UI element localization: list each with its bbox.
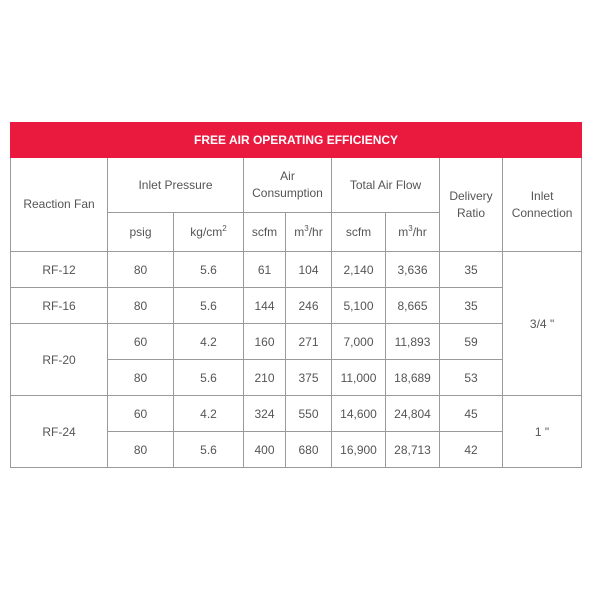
- flow-m3hr-cell: 11,893: [386, 324, 440, 360]
- fan-cell: RF-12: [11, 252, 108, 288]
- fan-cell: RF-16: [11, 288, 108, 324]
- fan-cell: RF-24: [11, 396, 108, 468]
- air-m3hr-cell: 680: [286, 432, 332, 468]
- subheader-air-m3hr-rest: /hr: [308, 225, 323, 239]
- subheader-psig: psig: [108, 213, 174, 252]
- header-reaction-fan: Reaction Fan: [11, 158, 108, 252]
- header-delivery-ratio-line2: Ratio: [456, 205, 485, 220]
- air-m3hr-cell: 550: [286, 396, 332, 432]
- subheader-kgcm2-base: kg/cm: [190, 225, 223, 239]
- flow-scfm-cell: 2,140: [332, 252, 386, 288]
- kgcm-cell: 5.6: [174, 432, 244, 468]
- subheader-air-m3hr-sup: 3: [304, 224, 309, 233]
- ratio-cell: 45: [440, 396, 503, 432]
- flow-m3hr-cell: 3,636: [386, 252, 440, 288]
- subheader-flow-m3hr-m: m: [398, 225, 409, 239]
- header-delivery-ratio: [440, 158, 503, 252]
- air-m3hr-cell: 246: [286, 288, 332, 324]
- air-scfm-cell: 61: [244, 252, 286, 288]
- psig-cell: 60: [108, 396, 174, 432]
- table-row: [11, 252, 582, 288]
- flow-m3hr-cell: 18,689: [386, 360, 440, 396]
- flow-scfm-cell: 7,000: [332, 324, 386, 360]
- flow-scfm-cell: 11,000: [332, 360, 386, 396]
- subheader-air-scfm: scfm: [244, 213, 286, 252]
- flow-m3hr-cell: 24,804: [386, 396, 440, 432]
- kgcm-cell: 4.2: [174, 324, 244, 360]
- kgcm-cell: 5.6: [174, 360, 244, 396]
- fan-cell: RF-20: [11, 324, 108, 396]
- subheader-kgcm2-sup: 2: [222, 224, 227, 233]
- kgcm-cell: 5.6: [174, 252, 244, 288]
- flow-m3hr-cell: 28,713: [386, 432, 440, 468]
- psig-cell: 80: [108, 360, 174, 396]
- table-title: FREE AIR OPERATING EFFICIENCY: [11, 123, 582, 158]
- air-scfm-cell: 324: [244, 396, 286, 432]
- psig-cell: 80: [108, 288, 174, 324]
- efficiency-table-container: [10, 122, 581, 468]
- flow-m3hr-cell: 8,665: [386, 288, 440, 324]
- subheader-air-m3hr: [286, 213, 332, 252]
- header-inlet-connection-line2: Connection: [511, 205, 573, 220]
- inlet-connection-cell: 1 ": [503, 396, 582, 468]
- air-m3hr-cell: 375: [286, 360, 332, 396]
- ratio-cell: 35: [440, 252, 503, 288]
- header-inlet-connection: [503, 158, 582, 252]
- ratio-cell: 53: [440, 360, 503, 396]
- table-row: [11, 324, 582, 360]
- subheader-flow-scfm: scfm: [332, 213, 386, 252]
- subheader-flow-m3hr: [386, 213, 440, 252]
- air-scfm-cell: 144: [244, 288, 286, 324]
- subheader-air-m3hr-m: m: [294, 225, 305, 239]
- air-scfm-cell: 210: [244, 360, 286, 396]
- kgcm-cell: 4.2: [174, 396, 244, 432]
- header-inlet-pressure: Inlet Pressure: [108, 158, 244, 213]
- flow-scfm-cell: 16,900: [332, 432, 386, 468]
- psig-cell: 80: [108, 432, 174, 468]
- air-scfm-cell: 400: [244, 432, 286, 468]
- efficiency-table: [10, 122, 582, 468]
- ratio-cell: 35: [440, 288, 503, 324]
- flow-scfm-cell: 5,100: [332, 288, 386, 324]
- header-air-consumption-line2: Consumption: [252, 186, 323, 200]
- header-total-air-flow: Total Air Flow: [332, 158, 440, 213]
- subheader-flow-m3hr-sup: 3: [408, 224, 413, 233]
- air-scfm-cell: 160: [244, 324, 286, 360]
- subheader-flow-m3hr-rest: /hr: [412, 225, 427, 239]
- kgcm-cell: 5.6: [174, 288, 244, 324]
- subheader-kgcm2: [174, 213, 244, 252]
- inlet-connection-cell: 3/4 ": [503, 252, 582, 396]
- table-row: [11, 396, 582, 432]
- table-row: [11, 288, 582, 324]
- header-inlet-connection-line1: Inlet: [530, 188, 554, 203]
- flow-scfm-cell: 14,600: [332, 396, 386, 432]
- air-m3hr-cell: 271: [286, 324, 332, 360]
- header-delivery-ratio-line1: Delivery: [449, 188, 493, 203]
- header-air-consumption: [244, 158, 332, 213]
- ratio-cell: 59: [440, 324, 503, 360]
- psig-cell: 60: [108, 324, 174, 360]
- header-air-consumption-line1: Air: [280, 169, 295, 183]
- air-m3hr-cell: 104: [286, 252, 332, 288]
- ratio-cell: 42: [440, 432, 503, 468]
- psig-cell: 80: [108, 252, 174, 288]
